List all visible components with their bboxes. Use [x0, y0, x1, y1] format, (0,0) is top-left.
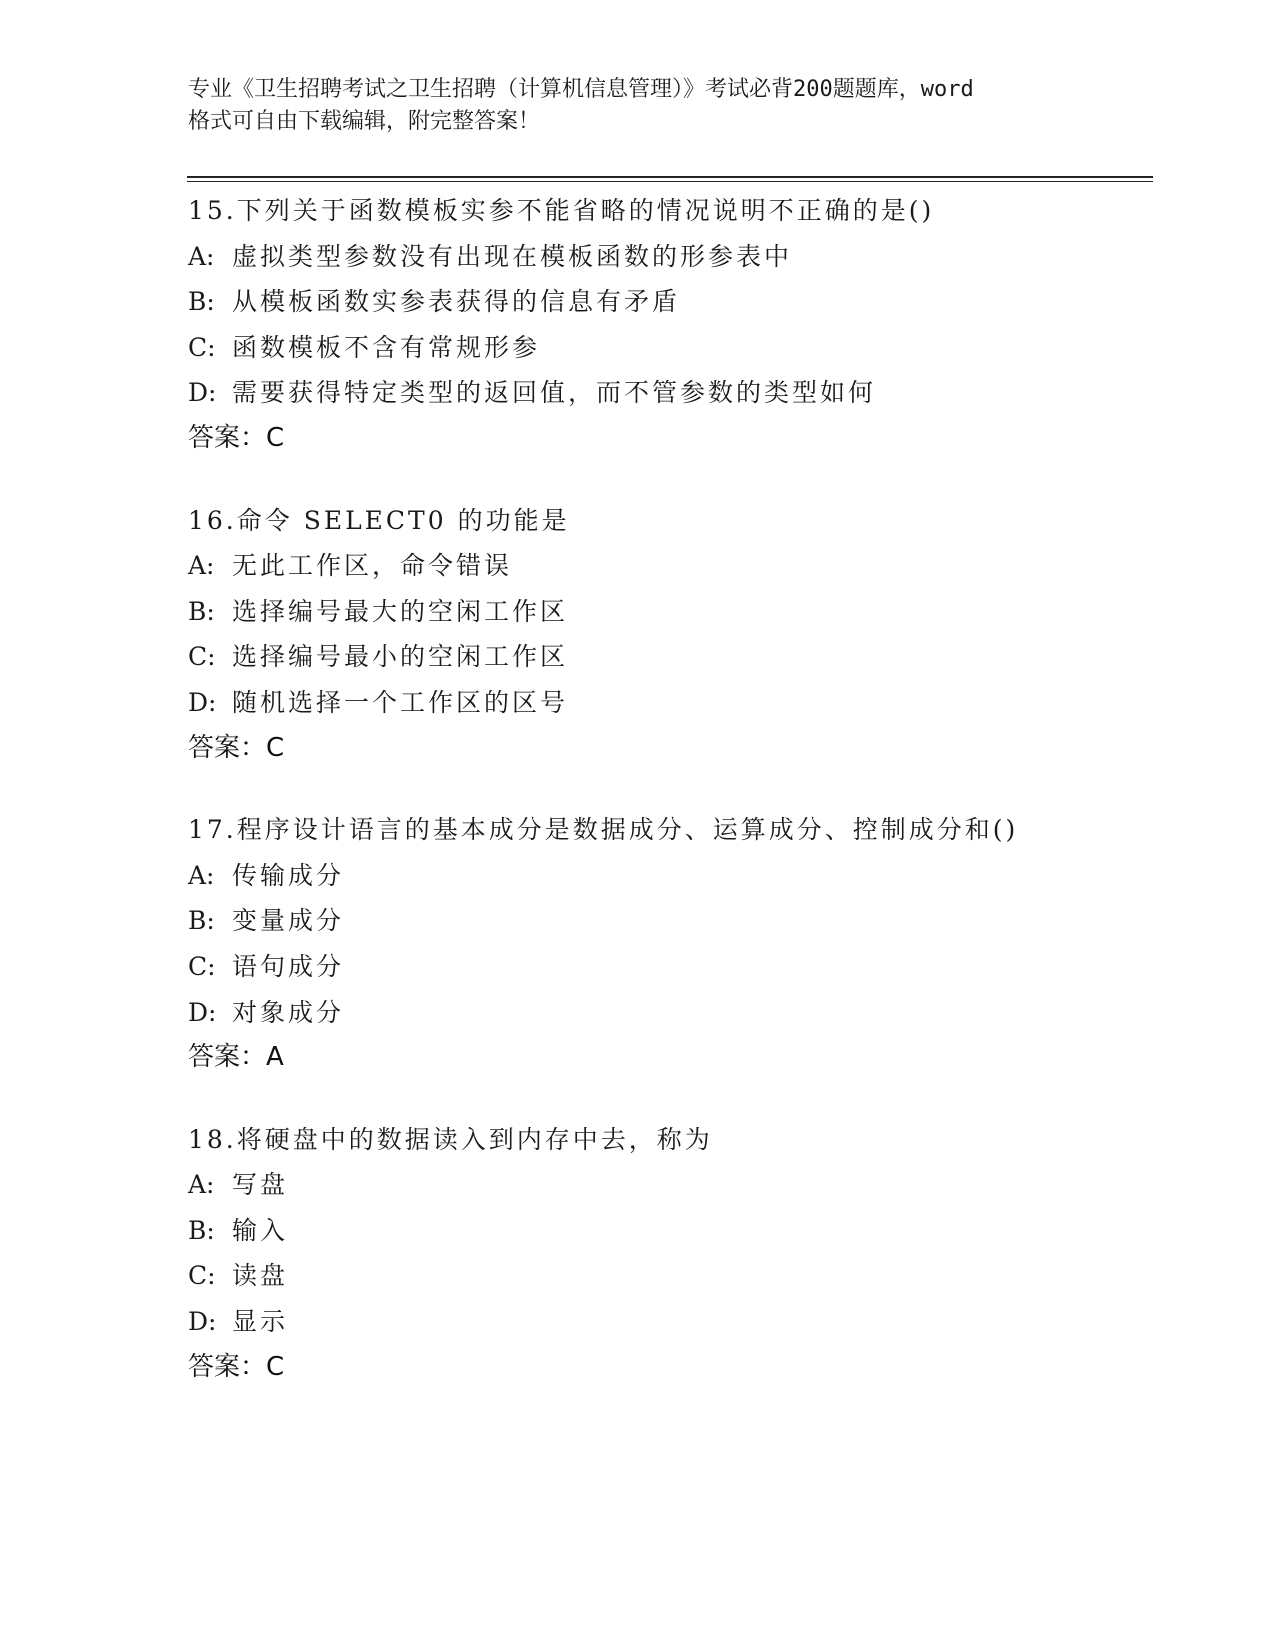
option-letter: C:: [188, 332, 216, 362]
option-text: 输入: [232, 1215, 289, 1245]
option-text: 选择编号最大的空闲工作区: [232, 596, 569, 626]
option-text: 写盘: [232, 1170, 289, 1200]
option-b: [188, 1208, 1148, 1254]
option-text: 传输成分: [232, 860, 345, 890]
option-a: [188, 234, 1148, 280]
option-text: 虚拟类型参数没有出现在模板函数的形参表中: [232, 241, 793, 271]
option-text: 选择编号最小的空闲工作区: [232, 642, 569, 672]
option-c: [188, 325, 1148, 371]
option-a: [188, 853, 1148, 899]
option-b: [188, 898, 1148, 944]
answer-line: 答案：C: [188, 1351, 285, 1382]
option-b: [188, 589, 1148, 635]
option-d: [188, 1299, 1148, 1345]
question-16: [188, 498, 1148, 772]
question-17: [188, 807, 1148, 1081]
option-text: 对象成分: [232, 997, 345, 1027]
option-letter: B:: [188, 596, 215, 626]
option-letter: B:: [188, 906, 215, 936]
option-letter: D:: [188, 687, 217, 717]
option-c: [188, 944, 1148, 990]
answer-line: 答案：C: [188, 422, 285, 453]
option-letter: A:: [188, 1170, 215, 1200]
option-c: [188, 1253, 1148, 1299]
option-c: [188, 634, 1148, 680]
option-letter: D:: [188, 997, 217, 1027]
option-letter: A:: [188, 860, 215, 890]
answer-line: 答案：C: [188, 732, 285, 763]
option-letter: B:: [188, 287, 215, 317]
question-stem: 16.命令 SELECT0 的功能是: [188, 505, 570, 535]
option-text: 变量成分: [232, 906, 345, 936]
option-b: [188, 279, 1148, 325]
answer-line: 答案：A: [188, 1042, 284, 1073]
option-text: 随机选择一个工作区的区号: [232, 687, 569, 717]
option-a: [188, 543, 1148, 589]
option-text: 读盘: [232, 1261, 289, 1291]
option-letter: C:: [188, 1261, 216, 1291]
option-d: [188, 990, 1148, 1036]
question-stem: 18.将硬盘中的数据读入到内存中去，称为: [188, 1124, 713, 1154]
option-text: 函数模板不含有常规形参: [232, 332, 541, 362]
question-15: [188, 188, 1148, 462]
header-title-line-1: 专业《卫生招聘考试之卫生招聘（计算机信息管理）》考试必背200题题库，word: [188, 77, 974, 102]
option-text: 需要获得特定类型的返回值，而不管参数的类型如何: [232, 378, 877, 408]
option-letter: D:: [188, 378, 217, 408]
option-a: [188, 1162, 1148, 1208]
option-letter: C:: [188, 642, 216, 672]
option-letter: B:: [188, 1215, 215, 1245]
option-d: [188, 370, 1148, 416]
option-text: 语句成分: [232, 951, 345, 981]
option-text: 从模板函数实参表获得的信息有矛盾: [232, 287, 681, 317]
header-title-line-2: 格式可自由下载编辑，附完整答案！: [188, 109, 541, 134]
document-header: [188, 74, 1088, 138]
option-letter: A:: [188, 241, 215, 271]
option-text: 显示: [232, 1307, 289, 1337]
header-divider-thick: [187, 176, 1153, 178]
option-d: [188, 680, 1148, 726]
option-letter: A:: [188, 551, 215, 581]
question-18: [188, 1117, 1148, 1391]
option-text: 无此工作区，命令错误: [232, 551, 513, 581]
question-list: [188, 188, 1148, 1426]
option-letter: D:: [188, 1307, 217, 1337]
question-stem: 17.程序设计语言的基本成分是数据成分、运算成分、控制成分和(): [188, 815, 1019, 845]
question-stem: 15.下列关于函数模板实参不能省略的情况说明不正确的是(): [188, 196, 935, 225]
option-letter: C:: [188, 951, 216, 981]
header-divider-thin: [187, 181, 1153, 182]
